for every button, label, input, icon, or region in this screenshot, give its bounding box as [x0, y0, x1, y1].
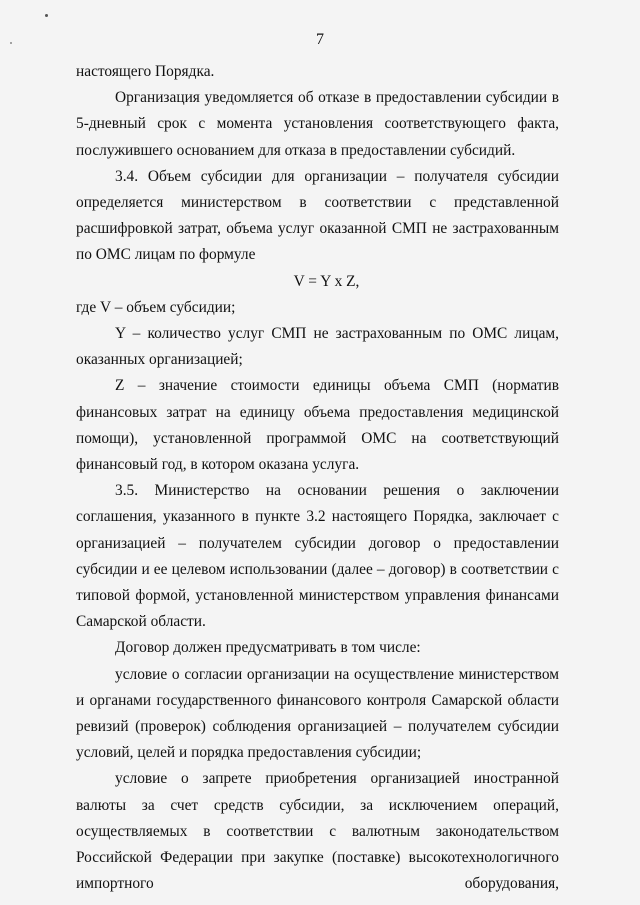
paragraph-refusal-notice: Организация уведомляется об отказе в предоставлении субсидии в 5-дневный срок с момента установления соответствующего факта, послужившего основанием для отказа в предоставлении субсидий. — [76, 89, 559, 159]
document-body — [76, 59, 559, 898]
scan-speck — [45, 14, 48, 17]
page-number: 7 — [316, 31, 324, 48]
paragraph-audit-consent: условие о согласии организации на осуществление министерством и органами государственного финансового контроля Самарской области ревизий (проверок) соблюдения организацией – получателем субсидии условий, целей и порядка предоставления субсидии; — [76, 665, 559, 762]
formula: V = Y x Z, — [293, 272, 360, 290]
paragraph-continuation: настоящего Порядка. — [76, 63, 215, 80]
paragraph-3-5: 3.5. Министерство на основании решения о заключении соглашения, указанного в пункте 3.2 настоящего Порядка, заключает с организацией – получателем субсидии договор о предоставлении субсидии и ее целевом использовании (далее – договор) в соответствии с типовой формой, установленной министерством управления финансами Самарской области. — [76, 482, 559, 631]
paragraph-currency-ban: условие о запрете приобретения организацией иностранной валюты за счет средств субсидии, за исключением операций, осуществляемых в соответствии с валютным законодательством Российской Федерации при закупке (поставке) высокотехнологичного импортного оборудования, — [76, 770, 559, 893]
paragraph-3-4: 3.4. Объем субсидии для организации – получателя субсидии определяется министерством в соответствии с представленной расшифровкой затрат, объема услуг оказанной СМП не застрахованным по ОМС лицам по формуле — [76, 167, 559, 264]
paragraph-contract-must: Договор должен предусматривать в том числе: — [115, 639, 421, 657]
paragraph-where-v: где V – объем субсидии; — [76, 298, 236, 316]
paragraph-y-definition: Y – количество услуг СМП не застрахованным по ОМС лицам, оказанных организацией; — [76, 325, 559, 369]
paragraph-z-definition: Z – значение стоимости единицы объема СМП (норматив финансовых затрат на единицу объема предоставления медицинской помощи), установленной программой ОМС на соответствующий финансовый год, в котором оказана услуга. — [76, 377, 559, 474]
